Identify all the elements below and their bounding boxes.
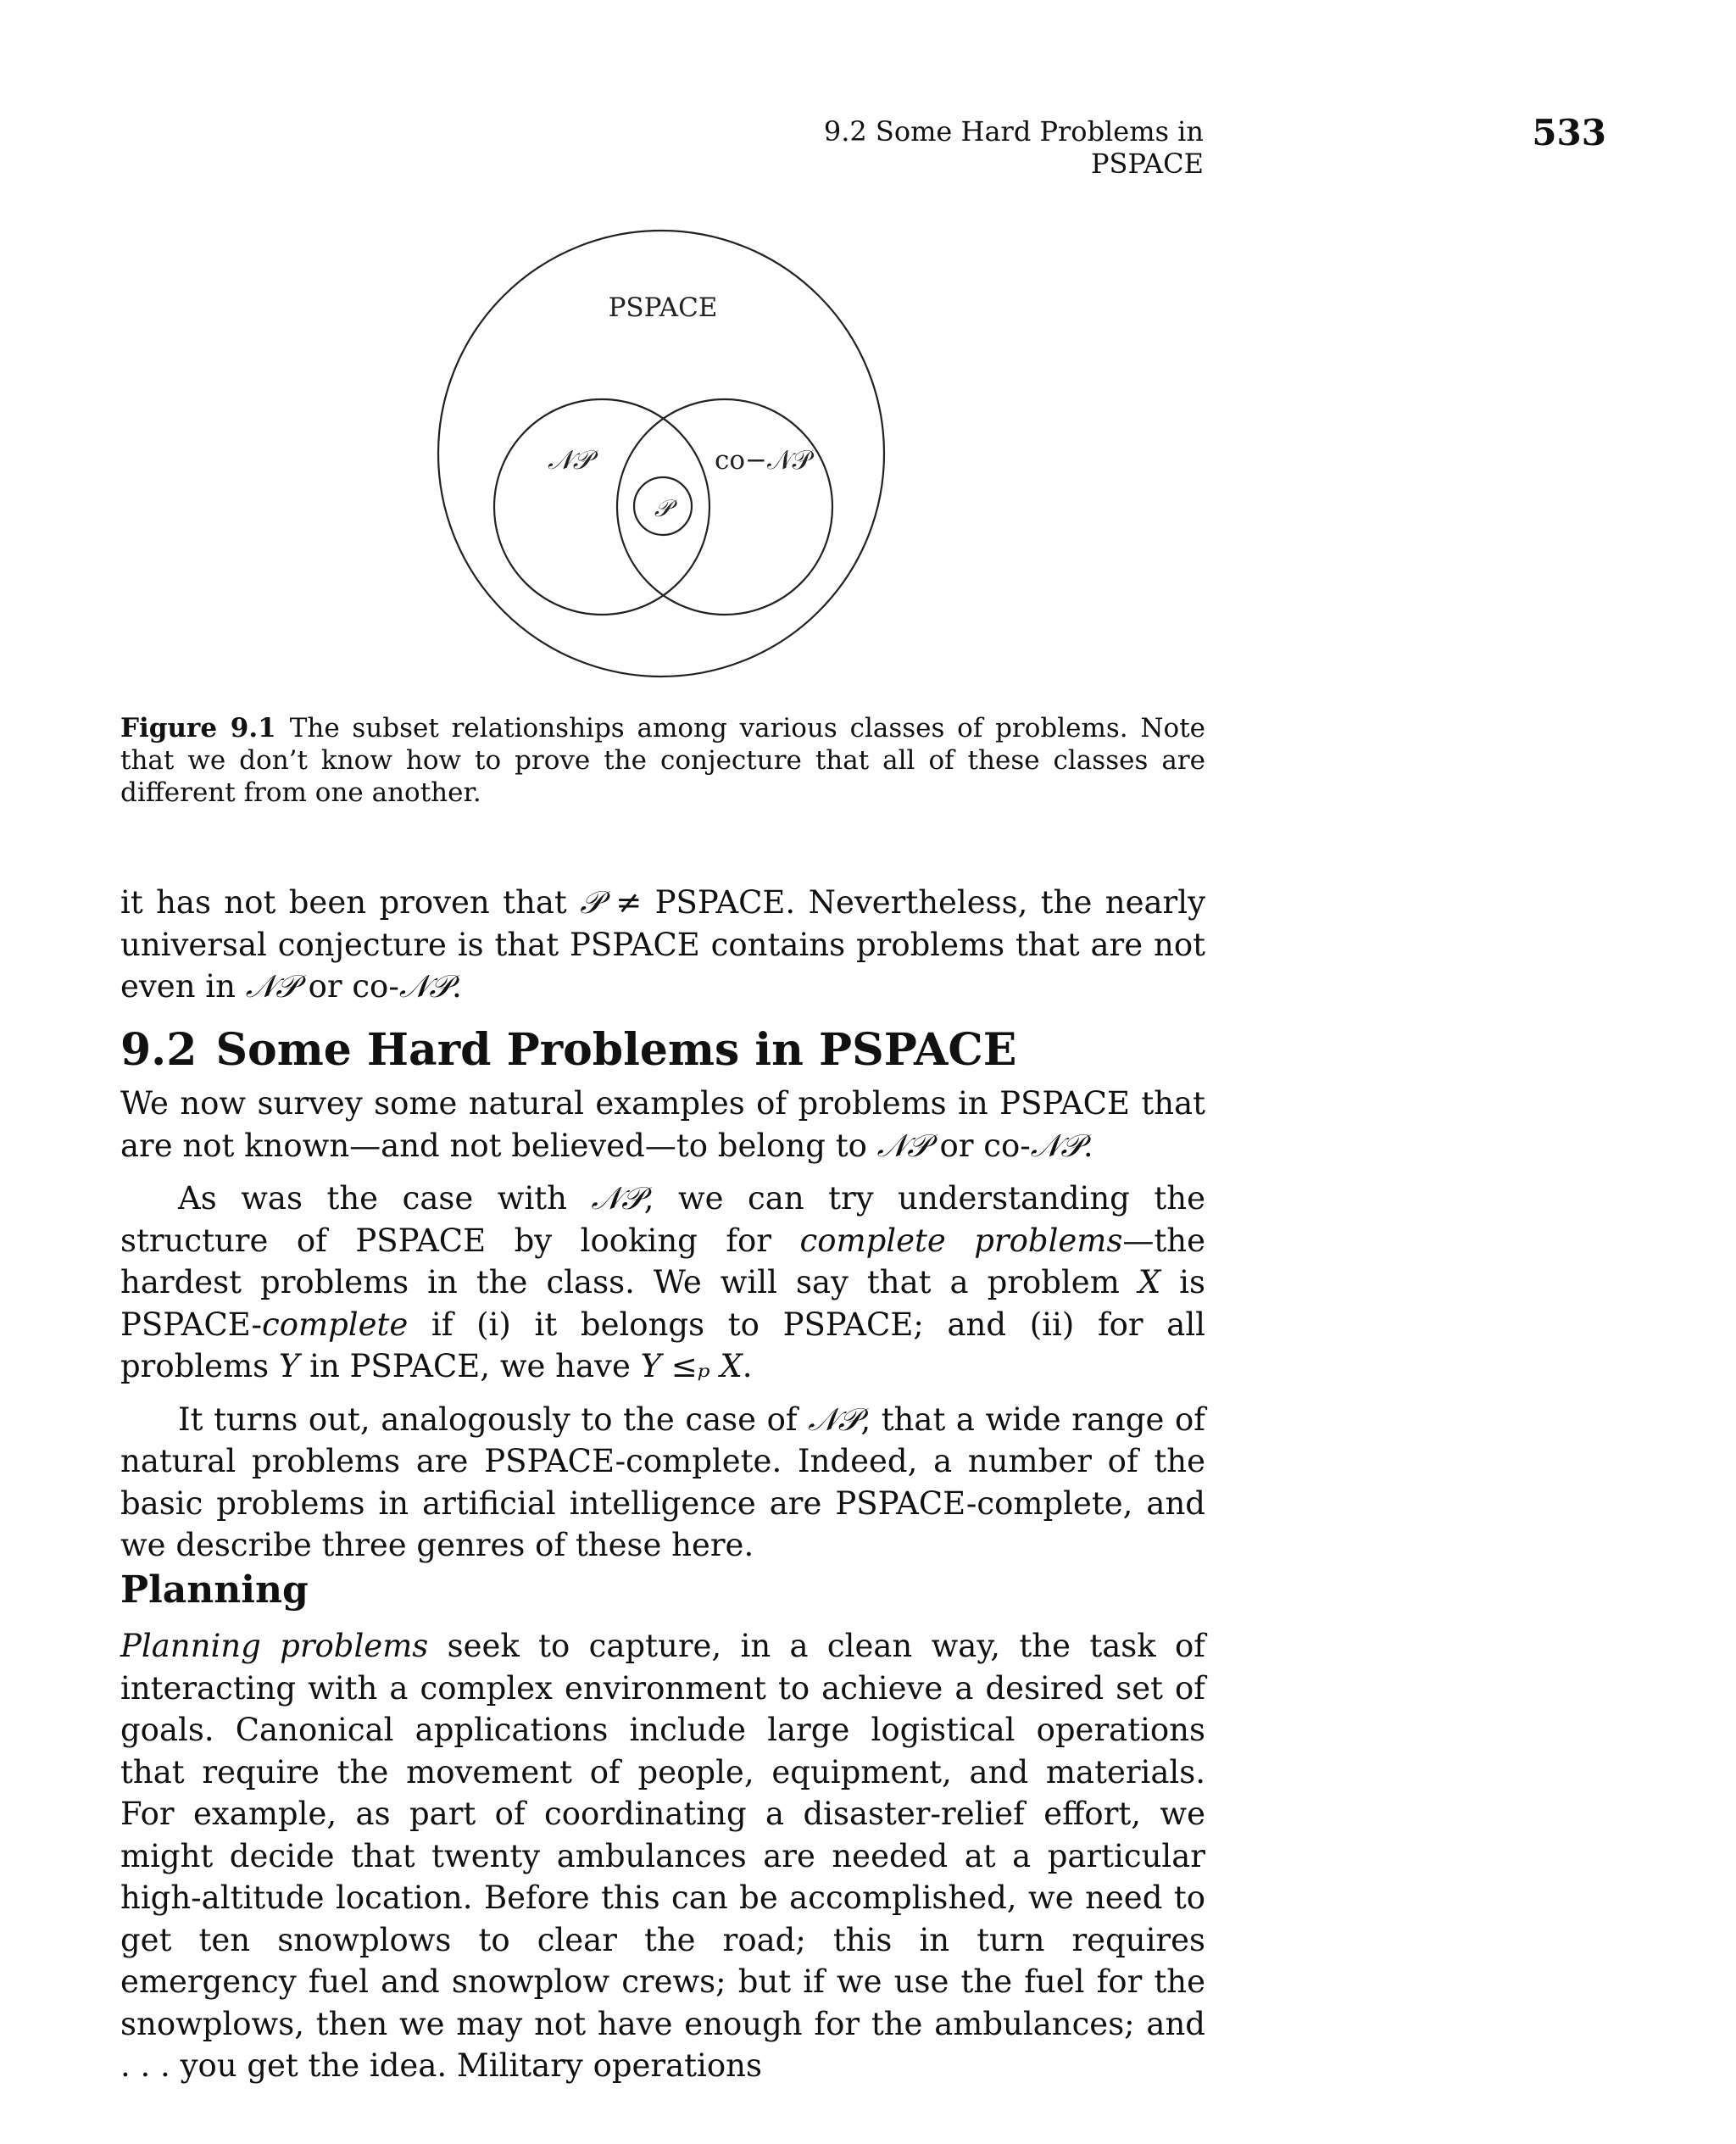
text: . (451, 968, 462, 1005)
np-symbol: 𝒩𝒫 (808, 1401, 861, 1438)
text: . (742, 1348, 753, 1384)
text: seek to capture, in a clean way, the task of interacting with a complex environment to achieve a desired set of goals. Canonical applications include large logistical operations that require the movement of people, equipment, and materials. For example, as part of coordinating a disaster-relief effort, we might decide that twenty ambulances are needed at a particular high-altitude location. Before this can be accomplished, we need to get ten snowplows to clear the road; this in turn requires emergency fuel and snowplow crews; but if we use the fuel for the snowplows, then we may not have enough for the ambulances; and . . . you get the idea. Military operations (120, 1628, 1205, 2084)
paragraph (120, 882, 1205, 1008)
text: It turns out, analogously to the case of (178, 1401, 809, 1438)
emphasis: complete problems (799, 1222, 1123, 1259)
emphasis: Planning problems (120, 1628, 429, 1664)
paragraph (120, 1399, 1205, 1567)
conp-circle (617, 399, 832, 615)
caption-text: The subset relationships among various classes of problems. Note that we don’t know how to prove the conjecture that all of these classes are different from one another. (120, 713, 1206, 808)
emphasis: complete (261, 1306, 409, 1343)
text: if (i) it belongs to PSPACE; and (ii) for all problems (120, 1306, 1205, 1384)
venn-diagram (432, 229, 890, 687)
np-symbol: 𝒩𝒫 (1030, 1127, 1083, 1164)
section-title: Some Hard Problems in PSPACE (215, 1024, 1017, 1076)
section-number: 9.2 (120, 1024, 198, 1076)
text: or co- (929, 1127, 1031, 1164)
paragraph (120, 1178, 1205, 1388)
text: We now survey some natural examples of problems in PSPACE that are not known—and not believed—to belong to (120, 1085, 1205, 1164)
paragraph (120, 1083, 1205, 1167)
section-body (120, 1083, 1205, 1567)
section-heading (120, 1024, 1016, 1076)
text: it has not been proven that (120, 884, 581, 921)
text: . (1082, 1127, 1093, 1164)
math-reduction: Y ≤ₚ X (640, 1348, 743, 1384)
text: in PSPACE, we have (299, 1348, 641, 1384)
p-symbol: 𝒫 (580, 884, 603, 921)
math-x: X (1138, 1264, 1161, 1300)
np-label: 𝒩𝒫 (547, 445, 593, 476)
p-label: 𝒫 (654, 494, 672, 522)
paragraph (120, 1625, 1205, 2087)
planning-body (120, 1625, 1205, 2087)
text: —the hardest problems in the class. We will say that a problem (120, 1222, 1205, 1300)
figure-label: Figure 9.1 (120, 713, 276, 743)
figure-caption (120, 712, 1205, 809)
text: PSPACE. Nevertheless, the nearly universal conjecture is that PSPACE contains problems that are not even in (120, 884, 1205, 1005)
text: or co- (298, 968, 399, 1005)
np-symbol: 𝒩𝒫 (245, 968, 298, 1005)
text: is PSPACE- (120, 1264, 1205, 1343)
np-symbol: 𝒩𝒫 (398, 968, 452, 1005)
lead-paragraph (120, 882, 1205, 1008)
math-y: Y (278, 1348, 300, 1384)
pspace-label: PSPACE (608, 292, 718, 323)
subsection-heading: Planning (120, 1568, 309, 1612)
running-head: 9.2 Some Hard Problems in PSPACE (823, 115, 1204, 180)
conp-label: co−𝒩𝒫 (714, 445, 812, 476)
text: , that a wide range of natural problems are PSPACE-complete. Indeed, a number of the basic problems in artificial intelligence are PSPACE-complete, and we describe three genres of these here. (120, 1401, 1206, 1563)
np-symbol: 𝒩𝒫 (876, 1127, 930, 1164)
np-symbol: 𝒩𝒫 (591, 1180, 644, 1217)
neq-symbol: ≠ (602, 884, 655, 921)
np-circle (494, 399, 709, 615)
text: As was the case with (178, 1180, 592, 1217)
page-number: 533 (1532, 112, 1606, 153)
text: , we can try understanding the structure of PSPACE by looking for (120, 1180, 1205, 1259)
